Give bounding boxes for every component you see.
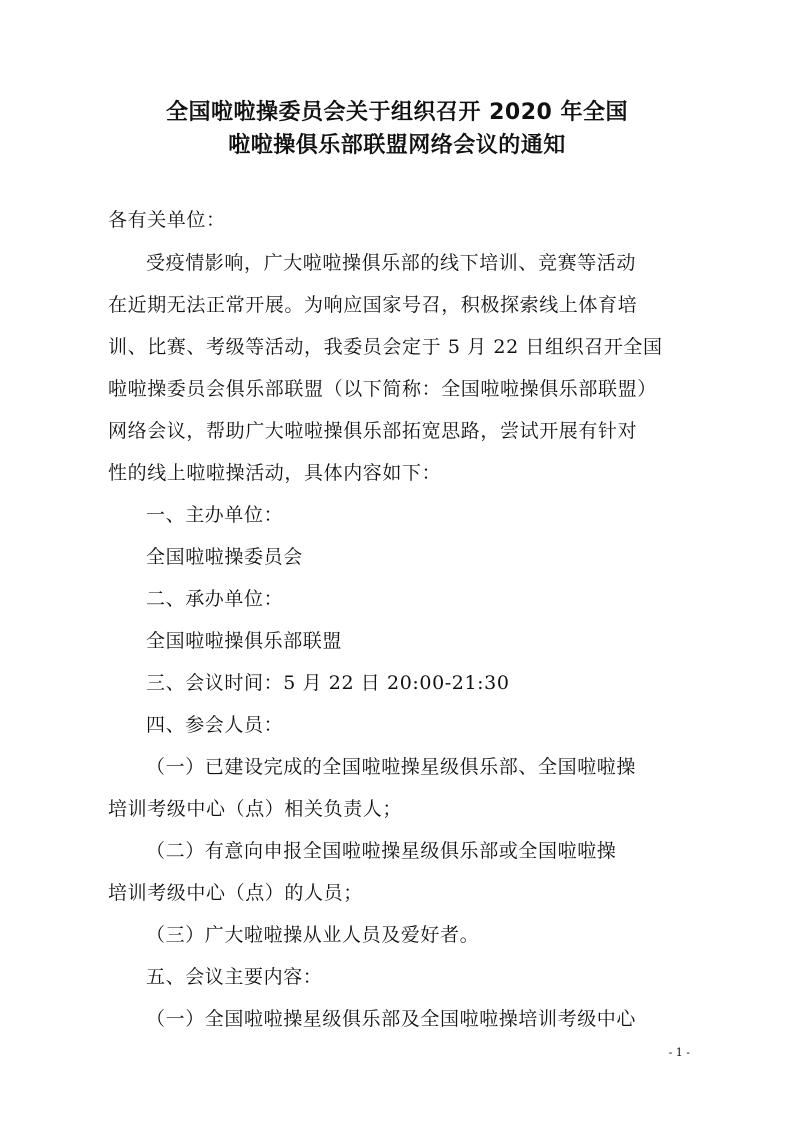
body-line: 训、比赛、考级等活动，我委员会定于 5 月 22 日组织召开全国	[108, 336, 663, 358]
body-line: 性的线上啦啦操活动，具体内容如下：	[108, 462, 442, 484]
organizer: 全国啦啦操委员会	[146, 546, 303, 568]
document-title-line-1: 全国啦啦操委员会关于组织召开 2020 年全国	[165, 100, 629, 125]
co-organizer: 全国啦啦操俱乐部联盟	[146, 630, 343, 652]
participant-item-1: （一）已建设完成的全国啦啦操星级俱乐部、全国啦啦操	[146, 756, 637, 778]
body-line: 在近期无法正常开展。为响应国家号召，积极探索线上体育培	[108, 294, 638, 316]
co-organizer-heading: 二、承办单位：	[146, 588, 284, 610]
content-item-1: （一）全国啦啦操星级俱乐部及全国啦啦操培训考级中心	[146, 1008, 637, 1030]
page-number: - 1 -	[668, 1046, 690, 1059]
participant-item-2-cont: 培训考级中心（点）的人员；	[108, 882, 363, 904]
organizer-heading: 一、主办单位：	[146, 504, 284, 526]
participant-item-1-cont: 培训考级中心（点）相关负责人；	[108, 798, 403, 820]
participant-item-3: （三）广大啦啦操从业人员及爱好者。	[146, 924, 480, 946]
participant-item-2: （二）有意向申报全国啦啦操星级俱乐部或全国啦啦操	[146, 840, 617, 862]
salutation: 各有关单位：	[108, 209, 226, 231]
meeting-time: 三、会议时间：5 月 22 日 20:00-21:30	[146, 672, 510, 694]
participants-heading: 四、参会人员：	[146, 714, 284, 736]
document-title-line-2: 啦啦操俱乐部联盟网络会议的通知	[228, 133, 566, 158]
body-line: 受疫情影响，广大啦啦操俱乐部的线下培训、竞赛等活动	[146, 252, 637, 274]
body-line: 网络会议，帮助广大啦啦操俱乐部拓宽思路，尝试开展有针对	[108, 420, 638, 442]
content-heading: 五、会议主要内容：	[146, 966, 323, 988]
body-line: 啦啦操委员会俱乐部联盟（以下简称：全国啦啦操俱乐部联盟）	[108, 378, 657, 400]
